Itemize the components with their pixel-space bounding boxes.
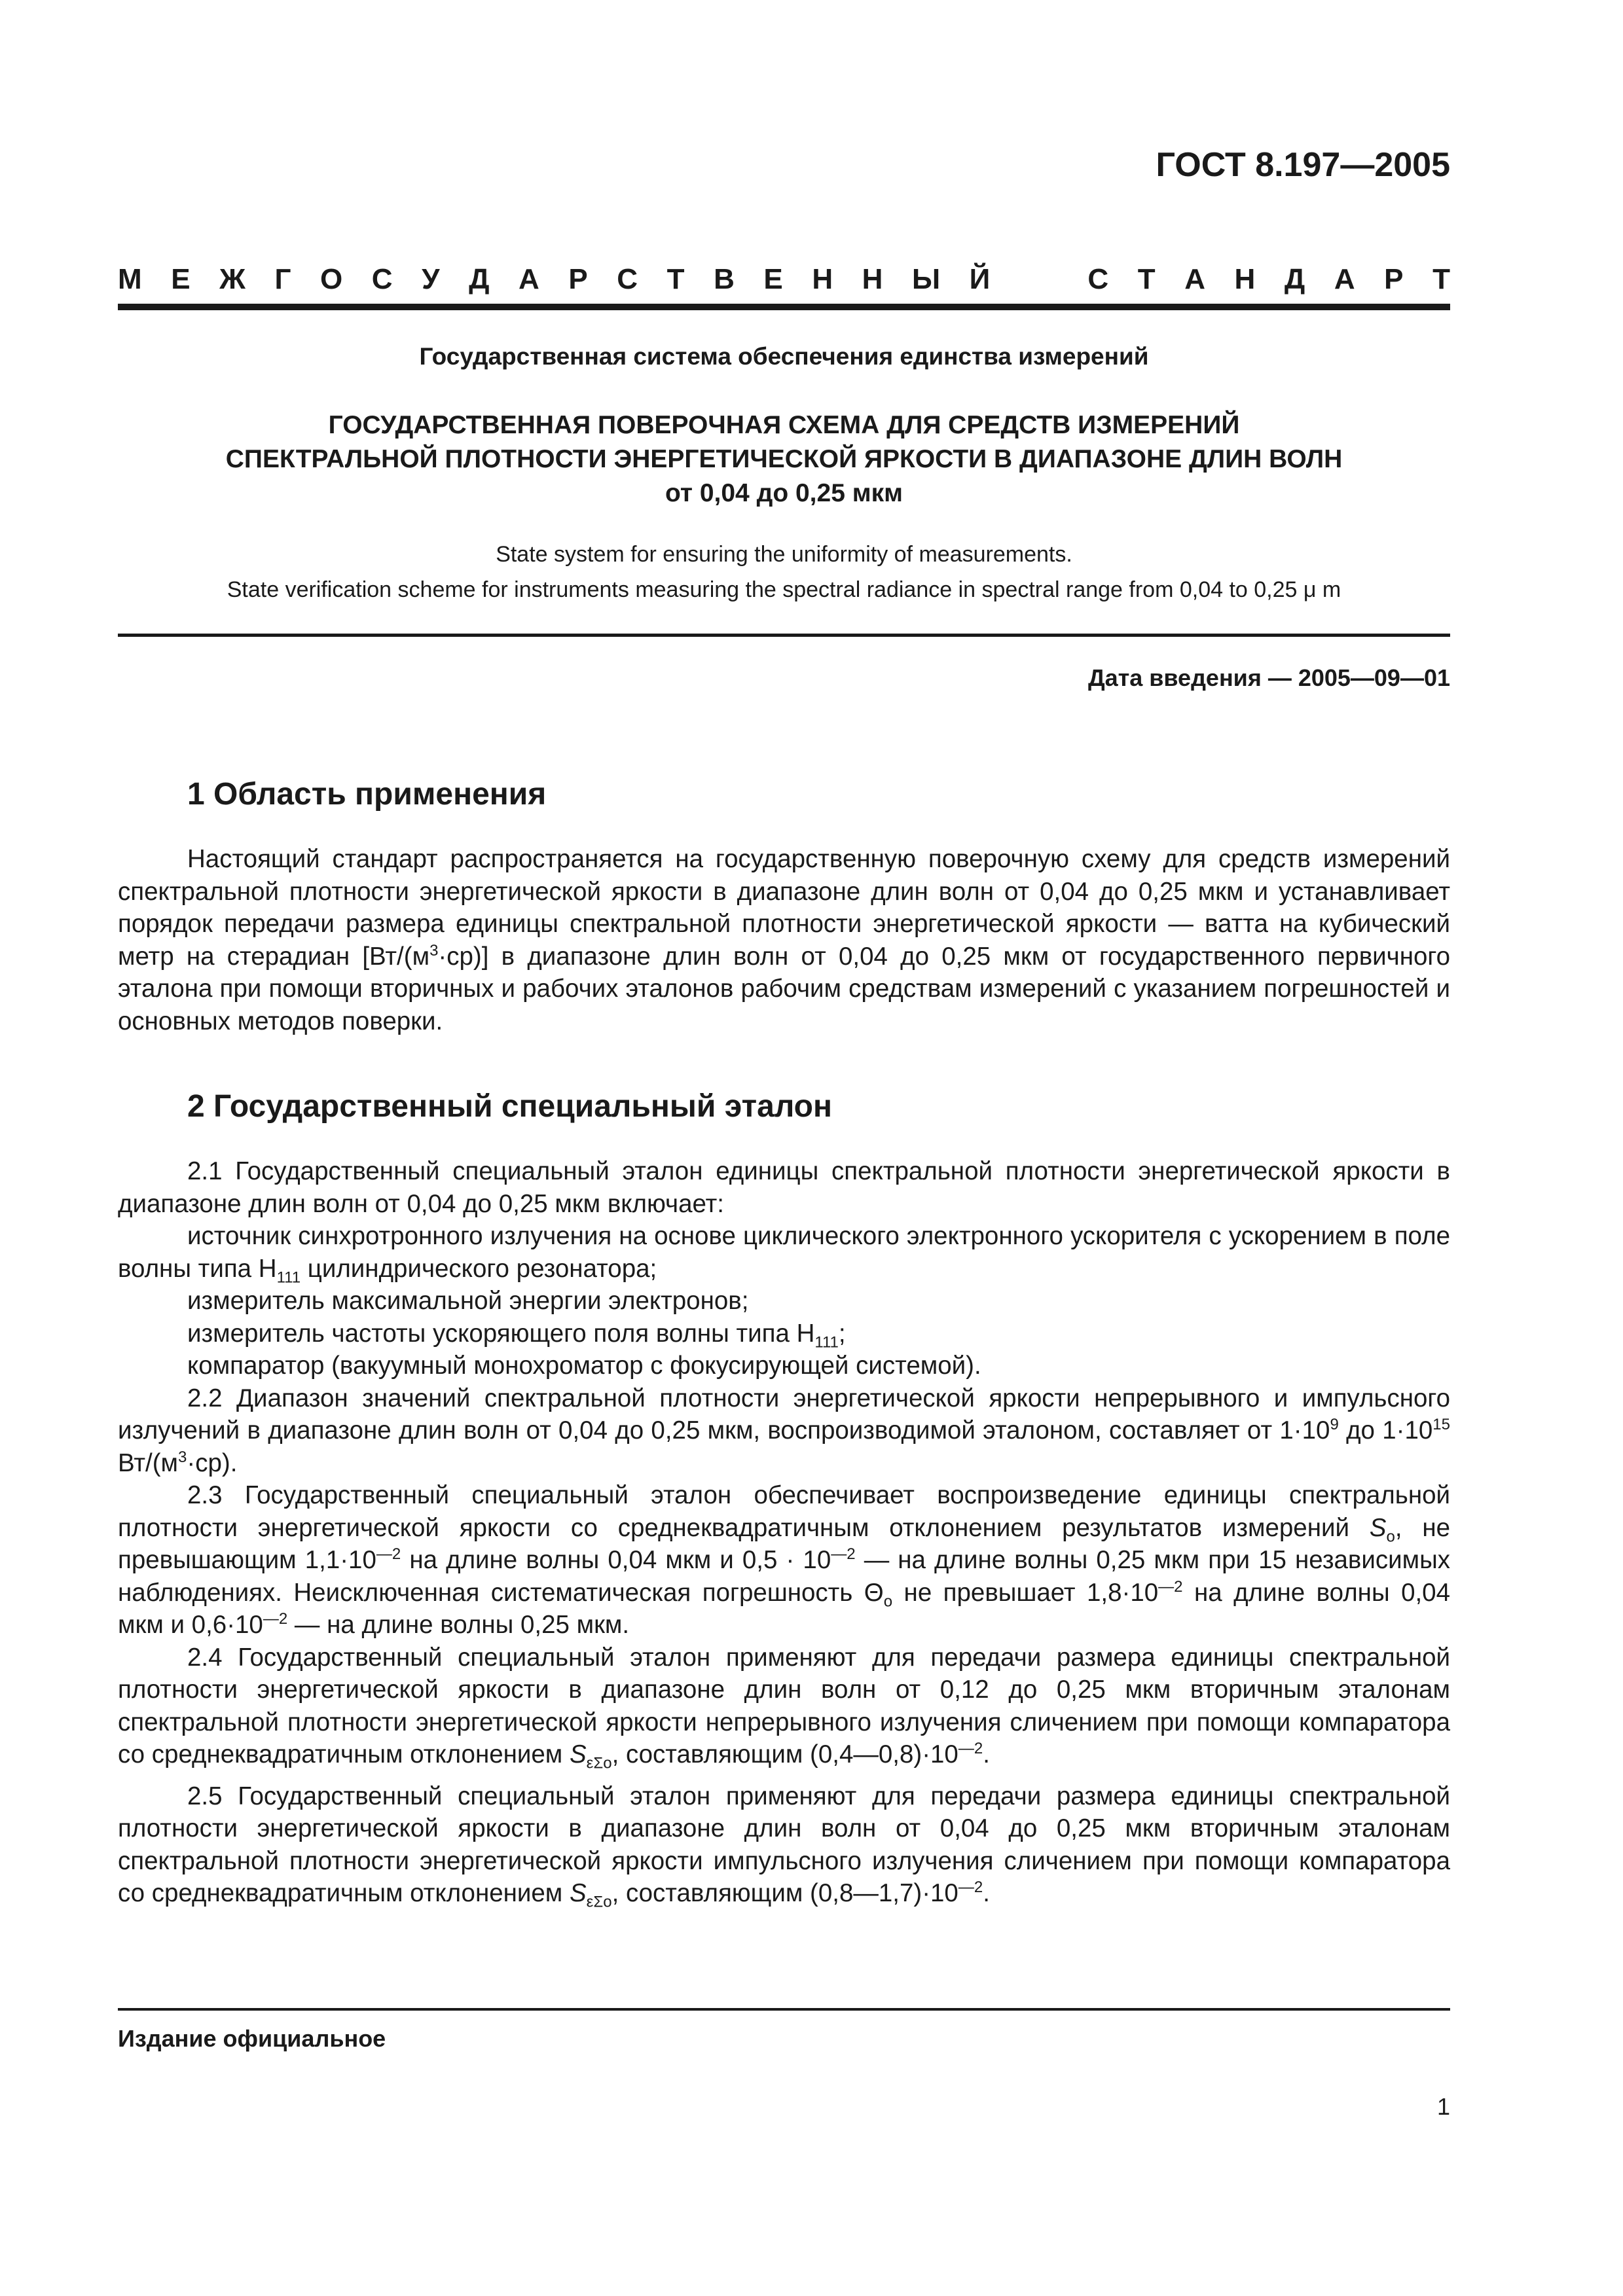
paragraph-2-5: 2.5 Государственный специальный эталон применяют для передачи размера единицы спектральной плотности энергетической яркости в диапазоне длин волн от 0,04 до 0,25 мкм вторичным эталонам спектральной плотности энергетической яркости импульсного излучения сличением при помощи компаратора со среднеквадратичным отклонением $S_{\varepsilon\Sigma o}$, составляющим $(0,8—1,7)\cdot 10^{—2}$. (118, 1782, 1450, 1911)
interstate-standard-banner (118, 257, 1450, 302)
banner-letter: А (1334, 263, 1355, 295)
banner-letter: Й (969, 263, 991, 295)
section-1-heading: 1 Область применения (187, 777, 547, 812)
standard-number: ГОСТ 8.197—2005 (1156, 146, 1450, 184)
system-title: Государственная система обеспечения единства измерений (419, 343, 1149, 370)
section-1-body (118, 843, 1450, 1037)
list-item: измеритель частоты ускоряющего поля волны типа $H_{111}$; (187, 1319, 846, 1352)
english-title (118, 537, 1450, 607)
banner-letter: Р (1384, 263, 1404, 295)
section-2-heading: 2 Государственный специальный эталон (187, 1089, 832, 1124)
banner-letter: Т (1432, 263, 1450, 295)
paragraph-2-4: 2.4 Государственный специальный эталон применяют для передачи размера единицы спектральной плотности энергетической яркости в диапазоне длин волн от 0,12 до 0,25 мкм вторичным эталонам спектральной плотности энергетической яркости непрерывного излучения сличением при помощи компаратора со среднеквадратичным отклонением $S_{\varepsilon\Sigma o}$, составляющим $(0,4—0,8)\cdot 10^{—2}$. (118, 1643, 1450, 1772)
banner-letter: Д (1284, 263, 1305, 295)
banner-letter: Д (469, 263, 490, 295)
section-2-body (118, 1155, 1450, 1910)
paragraph-2-3: 2.3 Государственный специальный эталон обеспечивает воспроизведение единицы спектральной плотности энергетической яркости со среднеквадратичным отклонением результатов измерений $S_o$, не превышающим $1,1\cdot 10^{—2}$ на длине волны 0,04 мкм и $0,5 \cdot 10^{—2}$ — на длине волны 0,25 мкм при 15 независимых наблюдениях. Неисключенная систематическая погрешность $\Theta_o$ не превышает $1,8\cdot 10^{—2}$ на длине волны 0,04 мкм и $0,6\cdot 10^{—2}$ — на длине волны 0,25 мкм. (118, 1481, 1451, 1639)
english-title-line: State system for ensuring the uniformity of measurements. (496, 542, 1072, 567)
main-title-line: ГОСУДАРСТВЕННАЯ ПОВЕРОЧНАЯ СХЕМА ДЛЯ СРЕДСТВ ИЗМЕРЕНИЙ (328, 411, 1240, 439)
banner-letter: В (714, 263, 735, 295)
edition-label: Издание официальное (118, 2025, 386, 2052)
banner-letter: Ж (219, 263, 246, 295)
banner-letter: Ы (912, 263, 941, 295)
banner-letter: Р (568, 263, 588, 295)
banner-letter: А (519, 263, 539, 295)
paragraph-2-2: 2.2 Диапазон значений спектральной плотности энергетической яркости непрерывного и импульсного излучений в диапазоне длин волн от 0,04 до 0,25 мкм, воспроизводимой эталоном, составляет от $1\cdot 10^9$ до $1\cdot 10^{15}$ $Вт/(м^3\cdot ср)$. (118, 1384, 1450, 1477)
banner-letter: С (371, 263, 393, 295)
banner-letter: Н (862, 263, 883, 295)
banner-letter: Н (1234, 263, 1256, 295)
paragraph-2-1: 2.1 Государственный специальный эталон единицы спектральной плотности энергетической яркости в диапазоне длин волн от 0,04 до 0,25 мкм включает: (118, 1157, 1450, 1218)
paragraph: Настоящий стандарт распространяется на государственную поверочную схему для средств измерений спектральной плотности энергетической яркости в диапазоне длин волн от 0,04 до 0,25 мкм и устанавливает порядок передачи размера единицы спектральной плотности энергетической яркости — ватта на кубический метр на стерадиан $[Вт/(м^3\cdot ср)]$ в диапазоне длин волн от 0,04 до 0,25 мкм от государственного первичного эталона при помощи вторичных и рабочих эталонов рабочим средствам измерений с указанием погрешностей и основных методов поверки. (118, 845, 1450, 1035)
banner-letter: Н (812, 263, 833, 295)
banner-letter: С (1087, 263, 1109, 295)
main-title (118, 408, 1450, 511)
banner-letter: Т (1137, 263, 1156, 295)
banner-letter: Е (171, 263, 191, 295)
banner-letter: Т (666, 263, 685, 295)
main-title-line: СПЕКТРАЛЬНОЙ ПЛОТНОСТИ ЭНЕРГЕТИЧЕСКОЙ ЯРКОСТИ В ДИАПАЗОНЕ ДЛИН ВОЛН (225, 445, 1343, 473)
page-number: 1 (1436, 2093, 1450, 2120)
title-rule (118, 634, 1450, 637)
banner-letter: Г (274, 263, 291, 295)
banner-letter: С (617, 263, 638, 295)
introduction-date: Дата введения — 2005—09—01 (1087, 664, 1450, 691)
banner-letter: У (422, 263, 440, 295)
english-title-line: State verification scheme for instruments measuring the spectral radiance in spectral range from 0,04 to 0,25 μ m (227, 577, 1341, 602)
banner-rule (118, 304, 1450, 310)
banner-letter: М (118, 263, 142, 295)
list-item: источник синхротронного излучения на основе циклического электронного ускорителя с ускорением в поле волны типа $H_{111}$ цилиндрического резонатора; (118, 1222, 1450, 1287)
banner-letter: А (1184, 263, 1205, 295)
banner-letter: Е (763, 263, 783, 295)
footer-rule (118, 2008, 1450, 2011)
banner-letter: О (320, 263, 343, 295)
list-item: компаратор (вакуумный монохроматор с фокусирующей системой). (187, 1352, 981, 1380)
list-item: измеритель максимальной энергии электронов; (187, 1287, 749, 1315)
main-title-line: от 0,04 до 0,25 мкм (665, 479, 903, 507)
